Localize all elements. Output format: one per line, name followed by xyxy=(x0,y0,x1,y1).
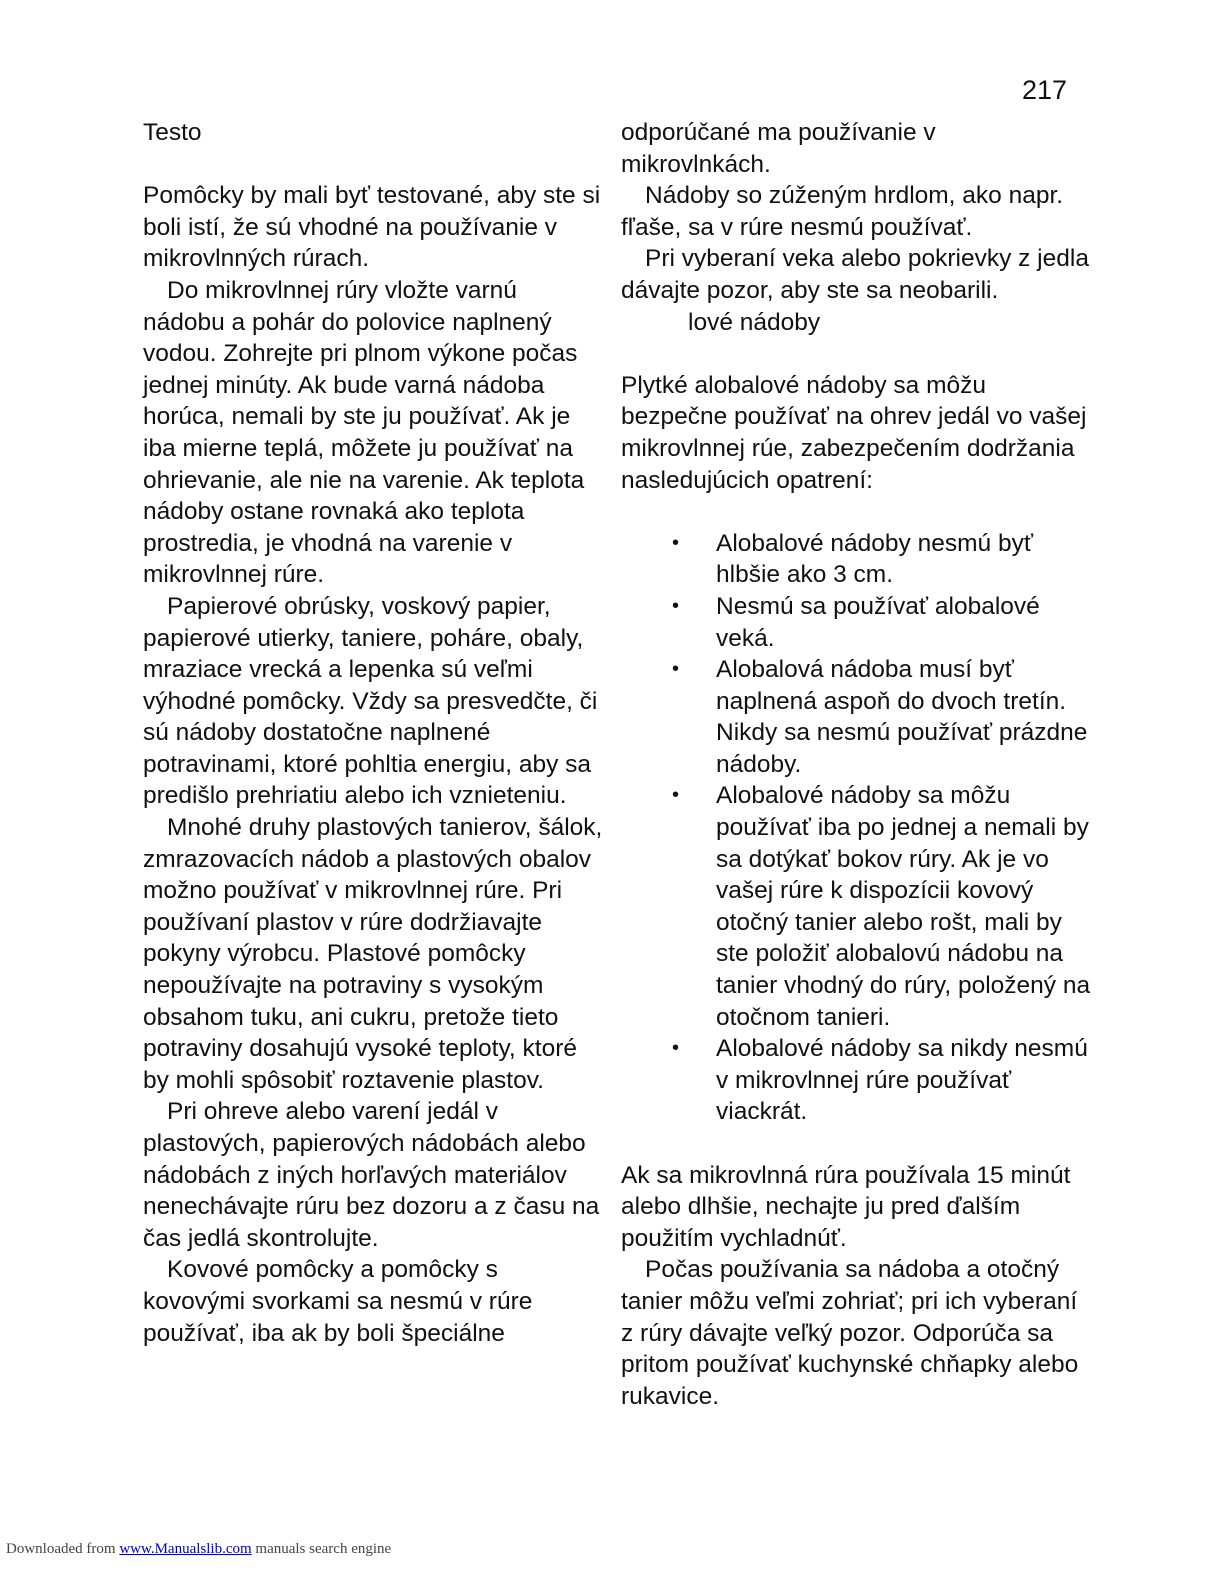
paragraph: Pomôcky by mali byť testované, aby ste si boli istí, že sú vhodné na používanie v mikrovlnných rúrach. xyxy=(143,182,601,273)
paragraph-intro: Plytké alobalové nádoby sa môžu bezpečne používať na ohrev jedál vo vašej mikrovlnnej rúe, zabezpečením dodržania nasledujúcich opatrení: xyxy=(621,371,1087,494)
list-item-text: Alobalové nádoby sa nikdy nesmú v mikrovlnnej rúre používať viackrát. xyxy=(716,1035,1088,1126)
list-item-text: Alobalové nádoby sa môžu používať iba po jednej a nemali by sa dotýkať bokov rúry. Ak je vo vašej rúre k dispozícii kovový otočný tanier alebo rošt, mali by ste položiť alobalovú nádobu na tanier vhodný do rúry, položený na otočnom tanieri. xyxy=(716,782,1091,1031)
paragraph-continuation: odporúčané ma používanie v mikrovlnkách. xyxy=(621,119,936,178)
paragraph: Pri ohreve alebo varení jedál v plastových, papierových nádobách alebo nádobách z iných horľavých materiálov nenechávajte rúru bez dozoru a z času na čas jedlá skontrolujte. xyxy=(143,1098,600,1252)
spacer xyxy=(621,496,1091,528)
paragraph: Ak sa mikrovlnná rúra používala 15 minút alebo dlhšie, nechajte ju pred ďalším použitím vychladnúť. xyxy=(621,1161,1071,1252)
manualslib-link[interactable]: www.Manualslib.com xyxy=(119,1541,252,1557)
list-item-text: Nesmú sa používať alobalové veká. xyxy=(716,592,1040,652)
bullet-icon: • xyxy=(672,531,680,554)
paragraph: Pri vyberaní veka alebo pokrievky z jedla dávajte pozor, aby ste sa neobarili. xyxy=(621,245,1089,304)
spacer xyxy=(621,338,1091,370)
bullet-icon: • xyxy=(672,594,680,617)
paragraph: Kovové pomôcky a pomôcky s kovovými svorkami sa nesmú v rúre používať, iba ak by boli špeciálne xyxy=(143,1256,533,1347)
bullet-icon: • xyxy=(672,784,680,807)
footer-prefix: Downloaded from xyxy=(6,1541,116,1557)
footer-suffix: manuals search engine xyxy=(255,1541,392,1557)
list-item xyxy=(621,528,1091,591)
paragraph: Papierové obrúsky, voskový papier, papierové utierky, taniere, poháre, obaly, mraziace vrecká a lepenka sú veľmi výhodné pomôcky. Vždy sa presvedčte, či sú nádoby dostatočne naplnené potravinami, ktoré pohltia energiu, aby sa predišlo prehriatiu alebo ich vznieteniu. xyxy=(143,592,598,810)
list-item xyxy=(621,591,1091,654)
list-item-text: Alobalová nádoba musí byť naplnená aspoň do dvoch tretín. Nikdy sa nesmú používať prázdne nádoby. xyxy=(716,656,1088,778)
list-item xyxy=(621,1033,1091,1128)
footer xyxy=(6,1541,391,1558)
section-heading-testo: Testo xyxy=(143,119,202,146)
bullet-icon: • xyxy=(672,658,680,681)
paragraph: Počas používania sa nádoba a otočný tanier môžu veľmi zohriať; pri ich vyberaní z rúry dávajte veľký pozor. Odporúča sa pritom používať kuchynské chňapky alebo rukavice. xyxy=(621,1256,1079,1410)
right-column xyxy=(621,117,1091,1412)
list-item-text: Alobalové nádoby nesmú byť hlbšie ako 3 cm. xyxy=(716,529,1034,589)
paragraph: Mnohé druhy plastových tanierov, šálok, zmrazovacích nádob a plastových obalov možno používať v mikrovlnnej rúre. Pri používaní plastov v rúre dodržiavajte pokyny výrobcu. Plastové pomôcky nepoužívajte na potraviny s vysokým obsahom tuku, ani cukru, pretože tieto potraviny dosahujú vysoké teploty, ktoré by mohli spôsobiť roztavenie plastov. xyxy=(143,814,603,1094)
list-item xyxy=(621,780,1091,1033)
left-column xyxy=(143,117,603,1349)
spacer xyxy=(143,149,603,181)
section-heading-aluminium: lové nádoby xyxy=(688,308,821,336)
page-number: 217 xyxy=(1022,75,1068,105)
bullet-icon: • xyxy=(672,1037,680,1060)
bullet-list xyxy=(621,528,1091,1128)
paragraph: Nádoby so zúženým hrdlom, ako napr. fľaše, sa v rúre nesmú používať. xyxy=(621,182,1064,241)
list-item xyxy=(621,654,1091,780)
spacer xyxy=(621,1128,1091,1160)
paragraph: Do mikrovlnnej rúry vložte varnú nádobu a pohár do polovice naplnený vodou. Zohrejte pri plnom výkone počas jednej minúty. Ak bude varná nádoba horúca, nemali by ste ju používať. Ak je iba mierne teplá, môžete ju používať na ohrievanie, ale nie na varenie. Ak teplota nádoby ostane rovnaká ako teplota prostredia, je vhodná na varenie v mikrovlnnej rúre. xyxy=(143,276,585,589)
